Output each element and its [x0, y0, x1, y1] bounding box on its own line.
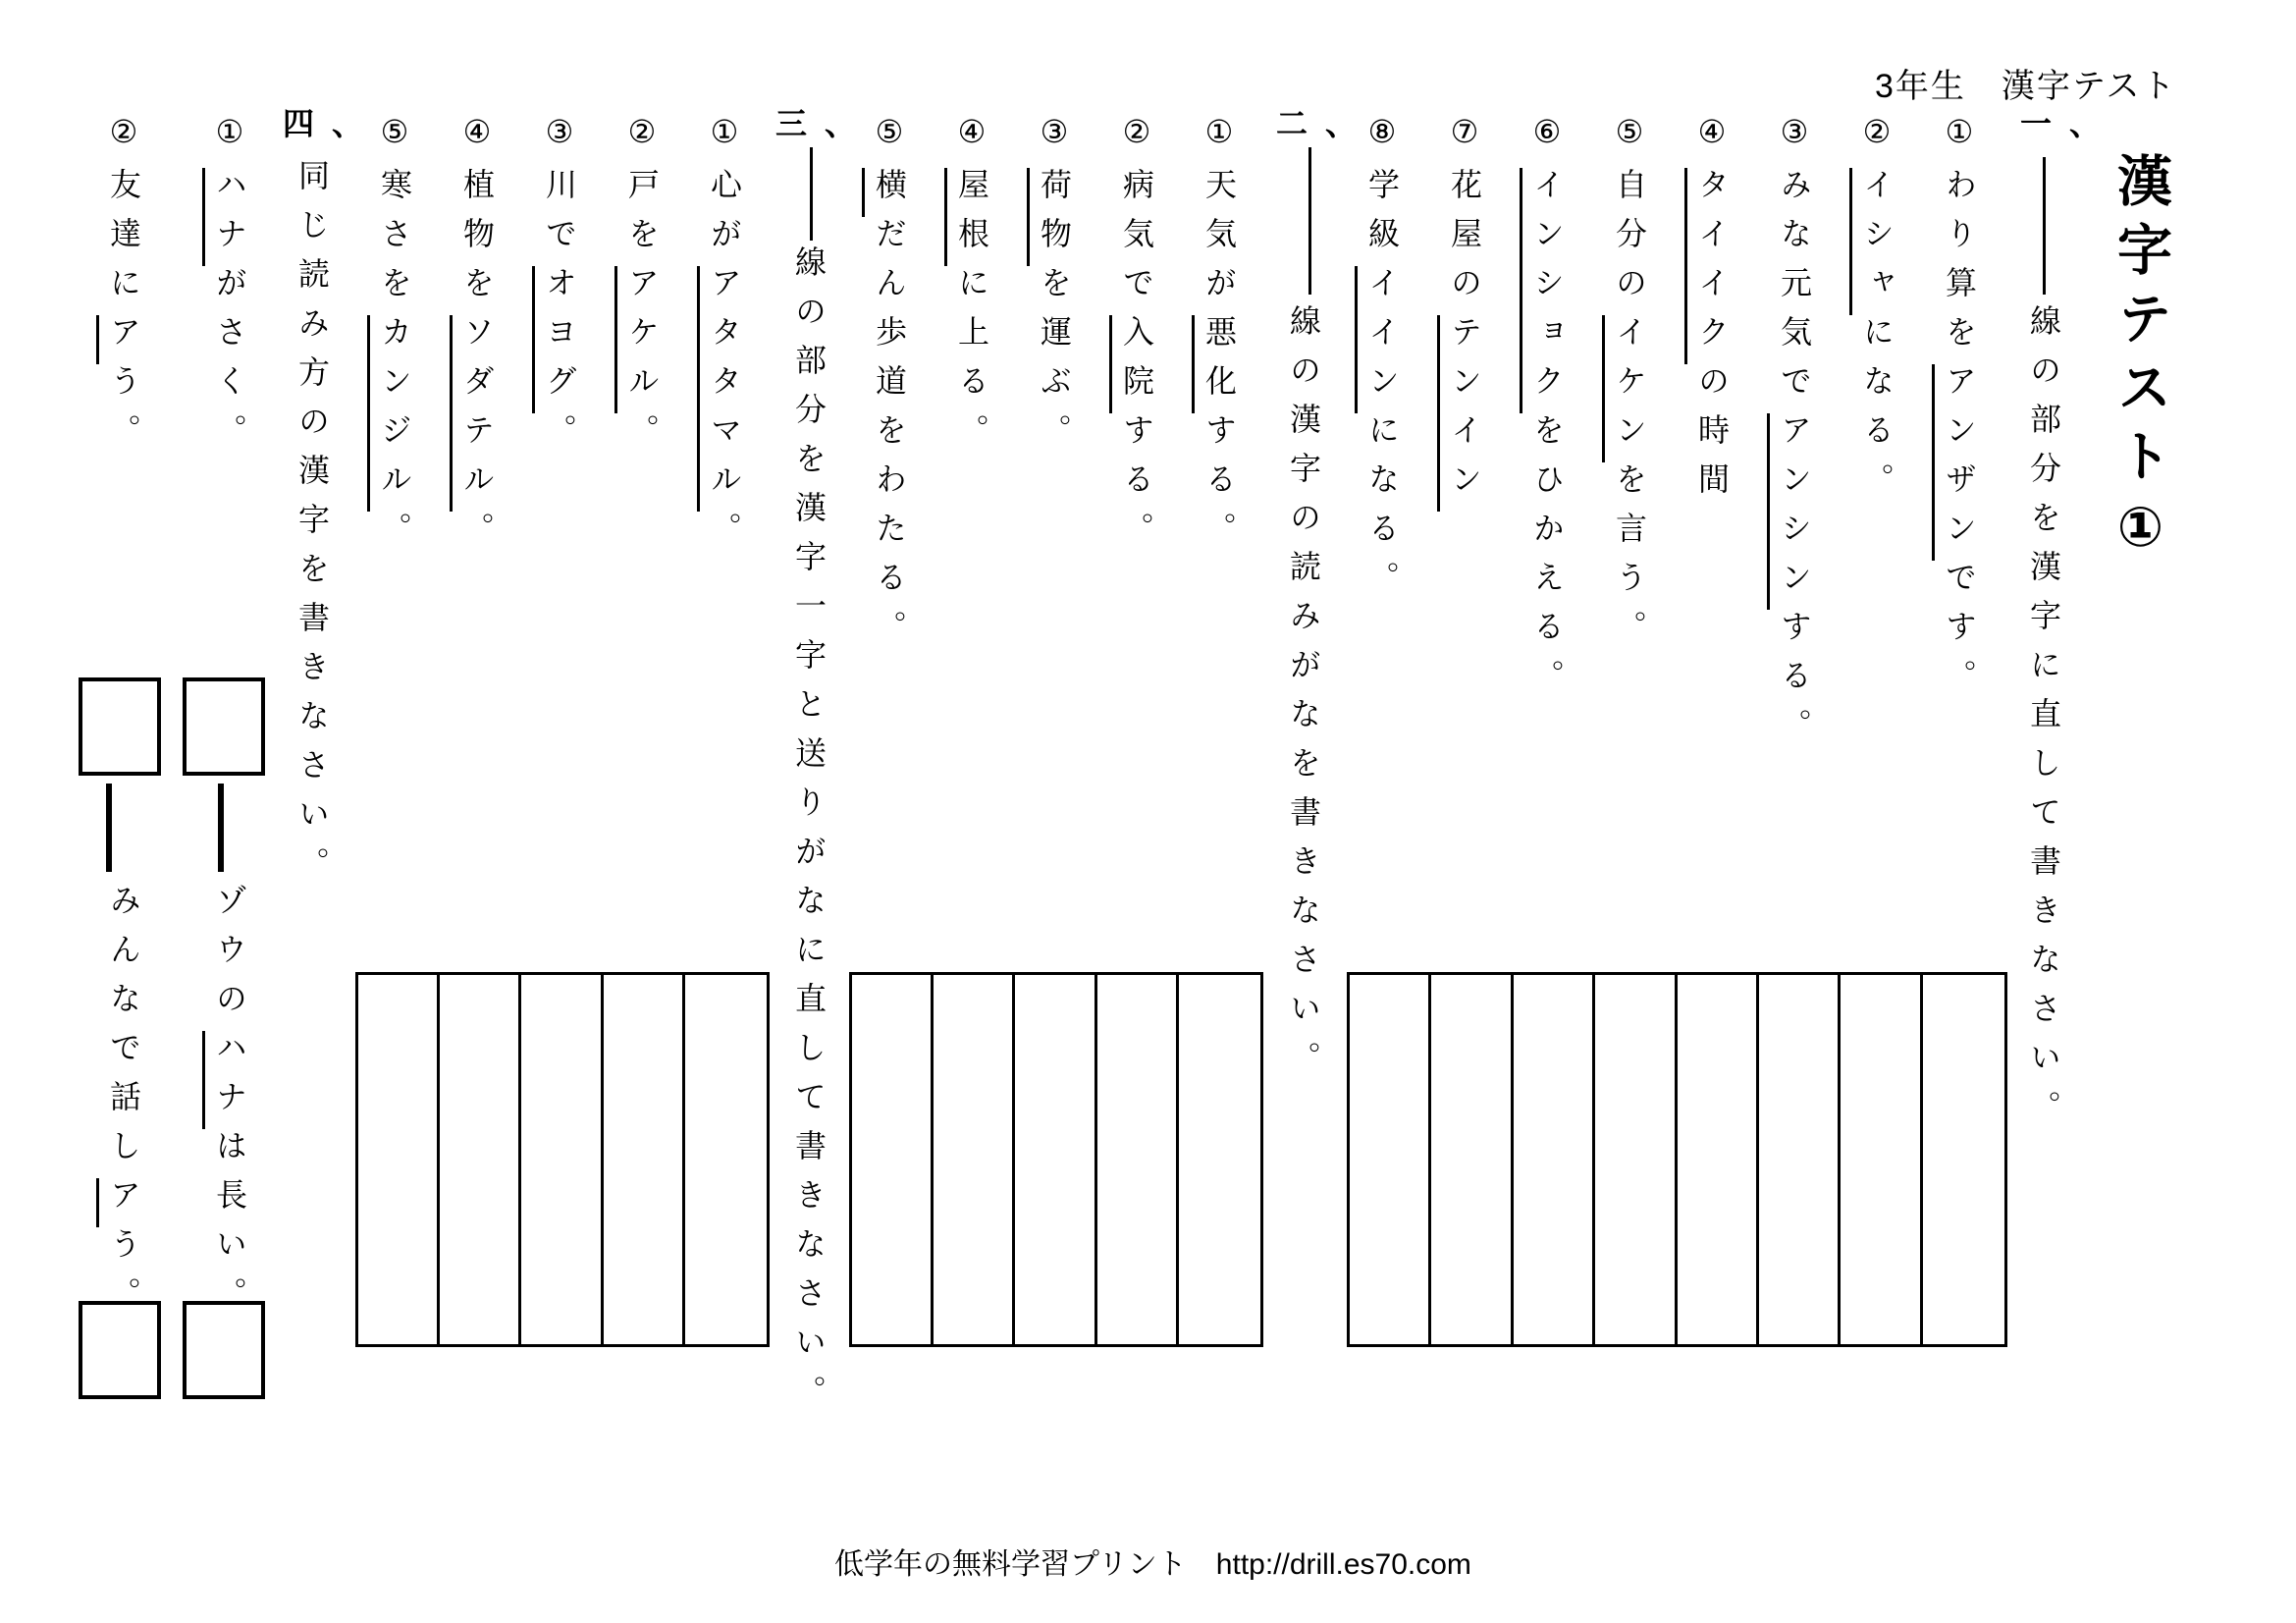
s1-item-1 [1941, 113, 1978, 708]
item-number: ③ [541, 113, 578, 168]
target-word: 横 [862, 168, 908, 217]
item-number: ② [1858, 113, 1896, 168]
answer-cell-7[interactable] [1431, 975, 1513, 1344]
answer-cell-8[interactable] [1350, 975, 1431, 1344]
answer-cell-4[interactable] [1678, 975, 1759, 1344]
answer-cell-5[interactable] [852, 975, 934, 1344]
answer-cell-2[interactable] [1841, 975, 1922, 1344]
item-number: ① [706, 113, 743, 168]
answer-cell-1[interactable] [1923, 975, 2004, 1344]
item-number: ④ [1693, 113, 1731, 168]
item-number: ⑧ [1363, 113, 1401, 168]
answer-grid-section-1 [1347, 972, 2007, 1347]
s4-item-1-a [211, 113, 248, 462]
s1-item-4 [1693, 113, 1731, 512]
s2-item-4 [953, 113, 990, 462]
item-number: ③ [1036, 113, 1073, 168]
item-text: を運ぶ。 [1036, 266, 1073, 462]
item-text: う。 [105, 1227, 142, 1325]
target-word: インショク [1520, 168, 1566, 413]
item-text: 川で [541, 168, 578, 266]
item-text: になる。 [1858, 315, 1896, 512]
s2-item-5 [871, 113, 908, 659]
s2-item-2 [1118, 113, 1155, 561]
s1-item-6 [1528, 113, 1566, 708]
item-text: する。 [1118, 413, 1155, 561]
section-2-instruction: 線の漢字の読みがなを書きなさい。 [1285, 304, 1322, 1090]
answer-box-4-2-b[interactable] [79, 1301, 161, 1399]
item-number: ⑤ [871, 113, 908, 168]
answer-cell-5[interactable] [1595, 975, 1677, 1344]
target-word: 入院 [1109, 315, 1155, 413]
item-number: ② [105, 113, 142, 168]
footer-credit: 低学年の無料学習プリント http://drill.es70.com [834, 1548, 1471, 1581]
answer-cell-1[interactable] [1179, 975, 1260, 1344]
item-text: 天気が [1201, 168, 1238, 315]
item-text: を言う。 [1611, 462, 1648, 659]
target-word: タイイク [1684, 168, 1731, 364]
connector-bar [106, 784, 112, 872]
item-number: ② [1118, 113, 1155, 168]
target-word: ハナ [202, 168, 248, 266]
s4-item-2-a [105, 113, 142, 462]
item-number: ③ [1776, 113, 1813, 168]
item-text: だん歩道をわたる。 [871, 217, 908, 659]
item-text: う。 [105, 364, 142, 462]
answer-box-4-2-a[interactable] [79, 677, 161, 776]
connector-bar [218, 784, 224, 872]
item-text: の時間 [1693, 364, 1731, 512]
item-text: する。 [1776, 610, 1813, 757]
item-number: ① [1941, 113, 1978, 168]
answer-cell-1[interactable] [685, 975, 767, 1344]
item-number: ⑤ [376, 113, 413, 168]
section-3-mark: 三、 [775, 105, 875, 142]
item-text: に上る。 [953, 266, 990, 462]
target-word: 悪化 [1192, 315, 1238, 413]
target-word: アンザン [1932, 364, 1978, 561]
item-text: 。 [376, 512, 413, 561]
answer-grid-section-3 [355, 972, 770, 1347]
s1-item-3 [1776, 113, 1813, 757]
item-number: ① [211, 113, 248, 168]
item-text: 寒さを [376, 168, 413, 315]
answer-grid-section-2 [849, 972, 1263, 1347]
answer-cell-6[interactable] [1514, 975, 1595, 1344]
item-number: ⑤ [1611, 113, 1648, 168]
section-1-instruction: 線の部分を漢字に直して書きなさい。 [2025, 304, 2062, 1139]
item-text: は長い。 [211, 1129, 248, 1325]
section-3-marker-line [795, 147, 827, 241]
s4-item-1-b [211, 884, 248, 1325]
target-word: カンジル [367, 315, 413, 512]
s3-item-2 [623, 113, 661, 462]
item-text: 。 [541, 413, 578, 462]
answer-cell-2[interactable] [604, 975, 685, 1344]
item-text: 。 [706, 512, 743, 561]
item-text: 戸を [623, 168, 661, 266]
section-4-mark: 四、 [283, 105, 382, 142]
item-text: 。 [458, 512, 496, 561]
answer-box-4-1-a[interactable] [183, 677, 265, 776]
s3-item-5 [376, 113, 413, 561]
item-text: 心が [706, 168, 743, 266]
answer-cell-5[interactable] [358, 975, 440, 1344]
answer-box-4-1-b[interactable] [183, 1301, 265, 1399]
s3-item-4 [458, 113, 496, 561]
s3-item-1 [706, 113, 743, 561]
test-title: 漢字テスト① [2109, 152, 2172, 573]
s4-item-2-b [105, 884, 142, 1325]
item-text: 花屋の [1446, 168, 1483, 315]
item-number: ④ [953, 113, 990, 168]
item-text: わり算を [1941, 168, 1978, 364]
item-number: ② [623, 113, 661, 168]
item-text: みんなで話し [105, 884, 142, 1178]
s2-item-1 [1201, 113, 1238, 561]
target-word: イシャ [1849, 168, 1896, 315]
item-number: ⑥ [1528, 113, 1566, 168]
target-word: 荷物 [1027, 168, 1073, 266]
item-number: ④ [458, 113, 496, 168]
answer-cell-3[interactable] [1759, 975, 1841, 1344]
answer-cell-4[interactable] [934, 975, 1015, 1344]
item-text: 病気で [1118, 168, 1155, 315]
item-number: ⑦ [1446, 113, 1483, 168]
item-text: する。 [1201, 413, 1238, 561]
item-text: 植物を [458, 168, 496, 315]
item-number: ① [1201, 113, 1238, 168]
answer-cell-3[interactable] [1015, 975, 1096, 1344]
item-text: がさく。 [211, 266, 248, 462]
section-4-instruction: 同じ読み方の漢字を書きなさい。 [294, 159, 331, 895]
answer-cell-4[interactable] [440, 975, 521, 1344]
target-word: ア [96, 1178, 142, 1227]
item-text: 友達に [105, 168, 142, 315]
target-word: ア [96, 315, 142, 364]
s3-item-3 [541, 113, 578, 462]
target-word: テンイン [1437, 315, 1483, 512]
target-word: アケル [614, 266, 661, 413]
item-text: ゾウの [211, 884, 248, 1031]
target-word: ハナ [202, 1031, 248, 1129]
section-2-marker-line [1294, 147, 1325, 295]
target-word: アンシン [1767, 413, 1813, 610]
target-word: アタタマル [697, 266, 743, 512]
target-word: オヨグ [532, 266, 578, 413]
answer-cell-2[interactable] [1097, 975, 1179, 1344]
section-1-marker-line [2028, 157, 2059, 295]
target-word: イイン [1355, 266, 1401, 413]
item-text: になる。 [1363, 413, 1401, 610]
target-word: イケン [1602, 315, 1648, 462]
s1-item-8 [1363, 113, 1401, 610]
answer-cell-3[interactable] [521, 975, 603, 1344]
item-text: です。 [1941, 561, 1978, 708]
grade-label: 3年生 漢字テスト [1875, 68, 2177, 105]
item-text: 自分の [1611, 168, 1648, 315]
item-text: 。 [623, 413, 661, 462]
s1-item-7 [1446, 113, 1483, 512]
s1-item-5 [1611, 113, 1648, 659]
s1-item-2 [1858, 113, 1896, 512]
section-3-instruction: 線の部分を漢字一字と送りがなに直して書きなさい。 [790, 245, 828, 1424]
section-1-mark: 一、 [2020, 105, 2119, 142]
s2-item-3 [1036, 113, 1073, 462]
item-text: 学級 [1363, 168, 1401, 266]
item-text: みな元気で [1776, 168, 1813, 413]
target-word: 屋根 [944, 168, 990, 266]
section-2-mark: 二、 [1276, 105, 1375, 142]
item-text: をひかえる。 [1528, 413, 1566, 708]
target-word: ソダテル [450, 315, 496, 512]
